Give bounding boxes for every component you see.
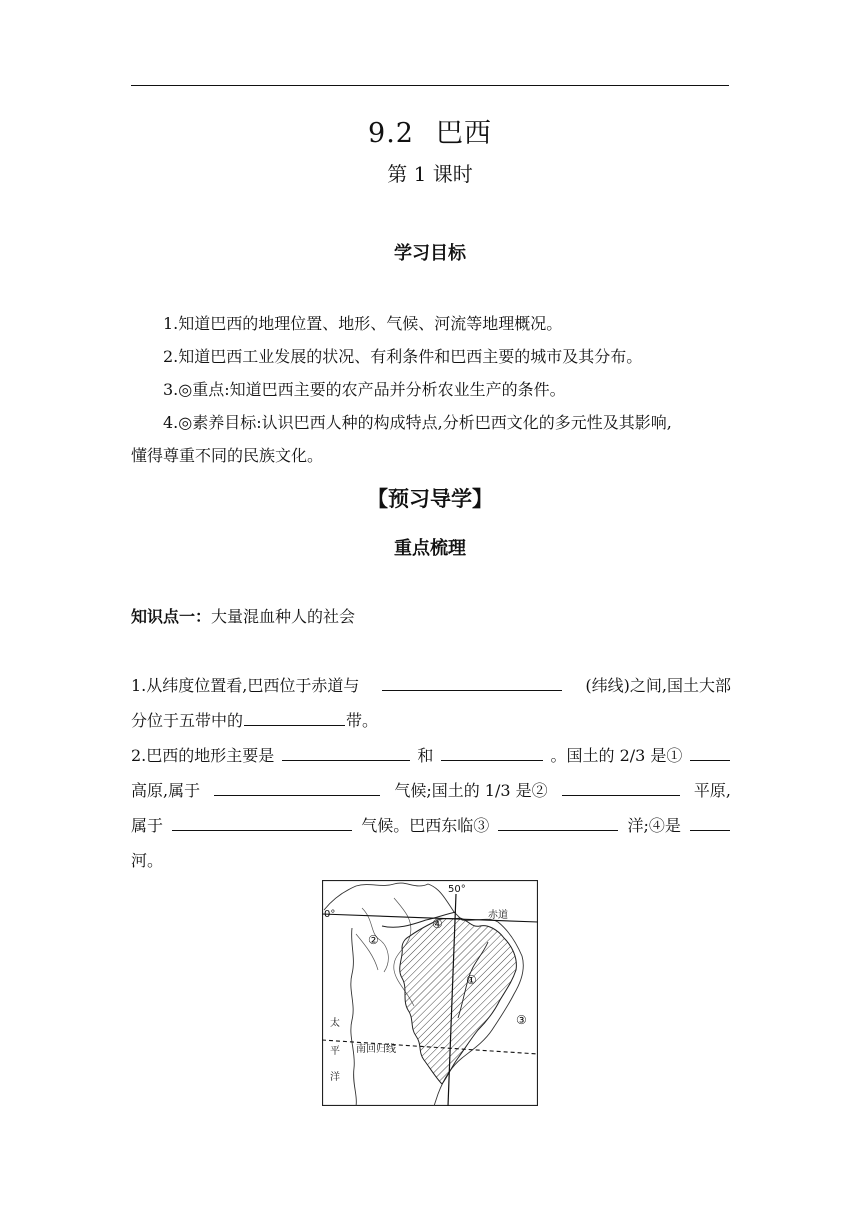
question-text: 气候;国土的 1/3 是② [394, 781, 548, 800]
question-row [131, 773, 731, 808]
marker-4: ④ [432, 917, 443, 931]
answer-blank[interactable] [498, 829, 618, 831]
answer-blank[interactable] [690, 759, 730, 761]
objective-item: 4.◎素养目标:认识巴西人种的构成特点,分析巴西文化的多元性及其影响, [163, 413, 672, 432]
objectives-heading: 学习目标 [394, 243, 466, 264]
marker-1: ① [466, 973, 477, 987]
label-pacific: 太 [330, 1018, 340, 1029]
label-pacific: 平 [330, 1046, 340, 1057]
knowledge-point-label: 知识点一： [131, 607, 212, 626]
question-text: 平原, [693, 781, 731, 800]
label-0-degree: 0° [324, 909, 336, 920]
answer-blank[interactable] [441, 759, 543, 761]
answer-blank[interactable] [562, 794, 680, 796]
answer-blank[interactable] [690, 829, 730, 831]
question-row [131, 738, 731, 773]
question-text: 1.从纬度位置看,巴西位于赤道与 [131, 676, 360, 695]
objective-item-continuation: 懂得尊重不同的民族文化。 [131, 446, 324, 465]
question-text: 2.巴西的地形主要是 [131, 746, 275, 765]
question-1 [131, 668, 731, 738]
label-pacific: 洋 [330, 1072, 340, 1083]
page-title [0, 111, 860, 150]
label-tropic: 南回归线 [356, 1044, 396, 1055]
question-text: 河。 [131, 851, 164, 870]
question-row [131, 668, 731, 703]
question-text: 和 [417, 746, 434, 765]
preview-heading: 【预习导学】 [367, 487, 493, 511]
answer-blank[interactable] [214, 794, 380, 796]
marker-3: ③ [516, 1013, 527, 1027]
question-text: 高原,属于 [131, 781, 201, 800]
brazil-map [322, 880, 538, 1106]
answer-blank[interactable] [382, 689, 562, 691]
question-2 [131, 738, 731, 878]
label-equator: 赤道 [488, 910, 508, 921]
answer-blank[interactable] [282, 759, 410, 761]
knowledge-point-text: 大量混血种人的社会 [211, 607, 356, 626]
preview-subheading: 重点梳理 [394, 538, 466, 559]
question-text: 气候。巴西东临③ [361, 816, 490, 835]
answer-blank[interactable] [244, 724, 345, 726]
question-text: 带。 [346, 711, 379, 730]
question-row [131, 808, 731, 843]
objective-item: 2.知道巴西工业发展的状况、有利条件和巴西主要的城市及其分布。 [163, 347, 643, 366]
objectives-list [131, 307, 729, 472]
question-text: 分位于五带中的 [131, 711, 244, 730]
question-row [131, 703, 731, 738]
knowledge-point-title [131, 604, 355, 627]
question-text: (纬线)之间,国土大部 [585, 676, 731, 695]
label-50-degree: 50° [448, 884, 466, 895]
objective-item: 3.◎重点:知道巴西主要的农产品并分析农业生产的条件。 [163, 380, 566, 399]
title-text: 巴西 [435, 118, 492, 149]
title-number: 9.2 [368, 118, 414, 149]
page-subtitle: 第 1 课时 [387, 162, 473, 186]
header-rule [131, 85, 729, 86]
question-text: 。国土的 2/3 是① [550, 746, 683, 765]
question-text: 属于 [131, 816, 164, 835]
question-row [131, 843, 731, 878]
answer-blank[interactable] [172, 829, 352, 831]
objective-item: 1.知道巴西的地理位置、地形、气候、河流等地理概况。 [163, 314, 563, 333]
question-text: 洋;④是 [627, 816, 681, 835]
marker-2: ② [368, 933, 379, 947]
